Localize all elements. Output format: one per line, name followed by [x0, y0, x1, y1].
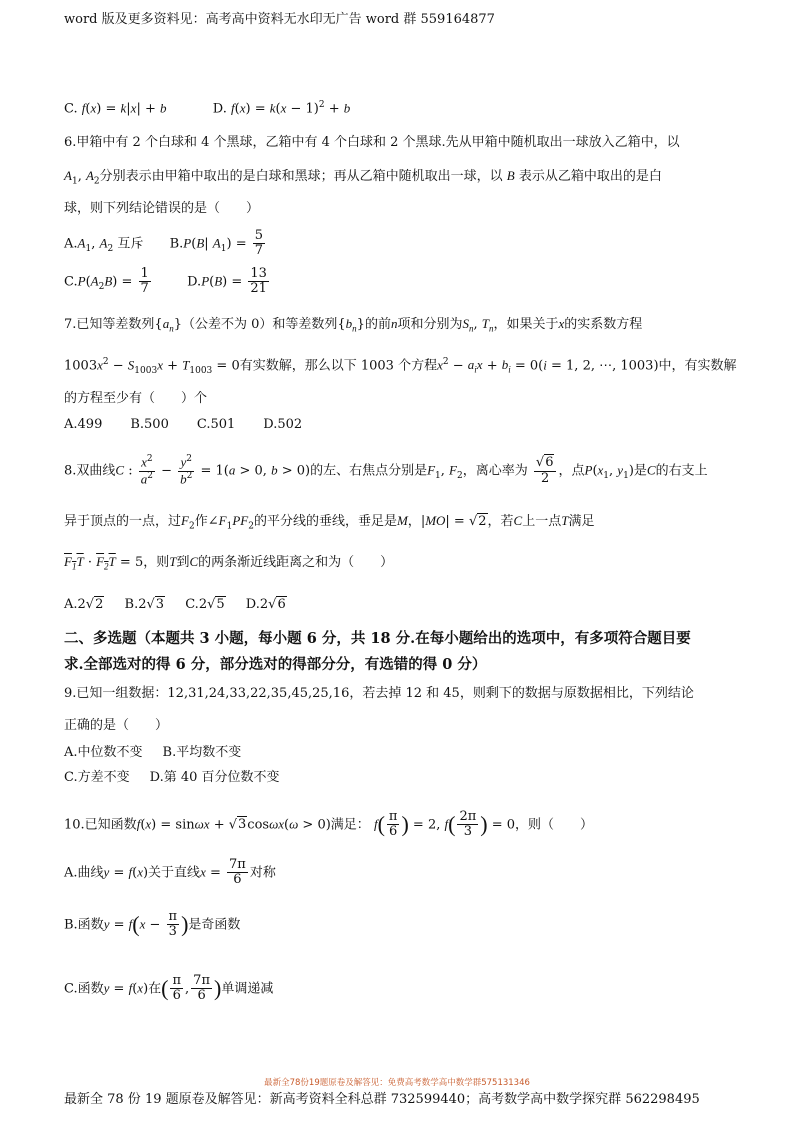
- q10-option-a: A.曲线y = f(x)关于直线x = $\frac{7\pi}{6}$ 对称: [64, 857, 276, 888]
- q8-line3: $F_1T \cdot F_2T = 5$，则T到C的两条渐近线距离之和为（ ）: [64, 554, 394, 572]
- q9-line1: 9.已知一组数据：12,31,24,33,22,35,45,25,16，若去掉 12 和 45，则剩下的数据与原数据相比，下列结论: [64, 686, 694, 701]
- q6-line2: $A_1$, $A_2$分别表示由甲箱中取出的是白球和黑球；再从乙箱中随机取出一球，以 B 表示从乙箱中取出的是白: [64, 168, 662, 187]
- q10-line1: 10.已知函数f(x) = sinωx + √3cosωx(ω > 0)满足： f( $\frac{\pi}{6}$ ) = 2, f( $\frac{2\pi}{3}$ ) = 0，则（ ）: [64, 809, 594, 840]
- q8-line1: 8.双曲线C : $\frac{x^2}{a^2}$ − $\frac{y^2}{b^2}$ = 1(a > 0, b > 0)的左、右焦点分别是$F_1$, $F_2$，离心率为 $\frac{√6}{2}$ ，点$P(x_1$, $y_1$)是C的右支上: [64, 454, 708, 486]
- q7-line2: $1003x^2 - S_{1003}x + T_{1003} = 0$有实数解，那么以下 1003 个方程$x^2 - a_ix + b_i = 0(i = 1$, 2, ⋯, 1003)中，有实数解: [64, 357, 737, 376]
- q9-line2: 正确的是（ ）: [64, 718, 169, 733]
- page-footer: 最新全 78 份 19 题原卷及解答见：新高考资料全科总群 732599440；高考数学高中数学探究群 562298495: [64, 1092, 700, 1107]
- q9-options-cd: C.方差不变 D.第 40 百分位数不变: [64, 770, 280, 785]
- q10-option-b: B.函数y = f(x − $\frac{\pi}{3}$ )是奇函数: [64, 909, 241, 940]
- q9-options-ab: A.中位数不变 B.平均数不变: [64, 745, 242, 760]
- q6-options-cd: $C.P(A_2B)$ = $\frac{1}{7}$ D.P(B) = $\frac{13}{21}$: [64, 266, 267, 297]
- q7-line3: 的方程至少有（ ）个: [64, 391, 208, 406]
- q8-options: A.2√2 B.2√3 C.2√5 D.2√6: [64, 597, 286, 612]
- section-2-heading-line1: 二、多选题（本题共 3 小题，每小题 6 分，共 18 分.在每小题给出的选项中，有多项符合题目要: [64, 630, 691, 647]
- q10-option-c: C.函数y = f(x)在( $\frac{\pi}{6}$ , $\frac{7\pi}{6}$ )单调递减: [64, 973, 274, 1004]
- page-header: word 版及更多资料见：高考高中资料无水印无广告 word 群 559164877: [64, 12, 495, 27]
- q6-options-ab: $A.A_1$, $A_2$ 互斥 B.P(B| $A_1$) = $\frac{5}{7}$: [64, 228, 263, 259]
- footer-red-note: 最新全78份19题原卷及解答见：免费高考数学高中数学群575131346: [264, 1078, 530, 1088]
- q8-line2: 异于顶点的一点，过$F_2$作$\angle F_1PF_2$的平分线的垂线，垂足是M，|MO| = √2，若C上一点T满足: [64, 513, 595, 532]
- q7-line1: 7.已知等差数列$\{a_n\}$（公差不为 0）和等差数列$\{b_n\}$的前n项和分别为$S_n$, $T_n$，如果关于x的实系数方程: [64, 316, 643, 334]
- q6-line1: 6.甲箱中有 2 个白球和 4 个黑球，乙箱中有 4 个白球和 2 个黑球.先从甲箱中随机取出一球放入乙箱中，以: [64, 135, 680, 150]
- q6-line3: 球，则下列结论错误的是（ ）: [64, 201, 260, 216]
- q7-options: A.499 B.500 C.501 D.502: [64, 417, 303, 432]
- section-2-heading-line2: 求.全部选对的得 6 分，部分选对的得部分分，有选错的得 0 分）: [64, 656, 487, 673]
- q5-options: C. f(x) = k|x| + b D. $f(x) = k(x - 1)^2 + b$: [64, 100, 351, 117]
